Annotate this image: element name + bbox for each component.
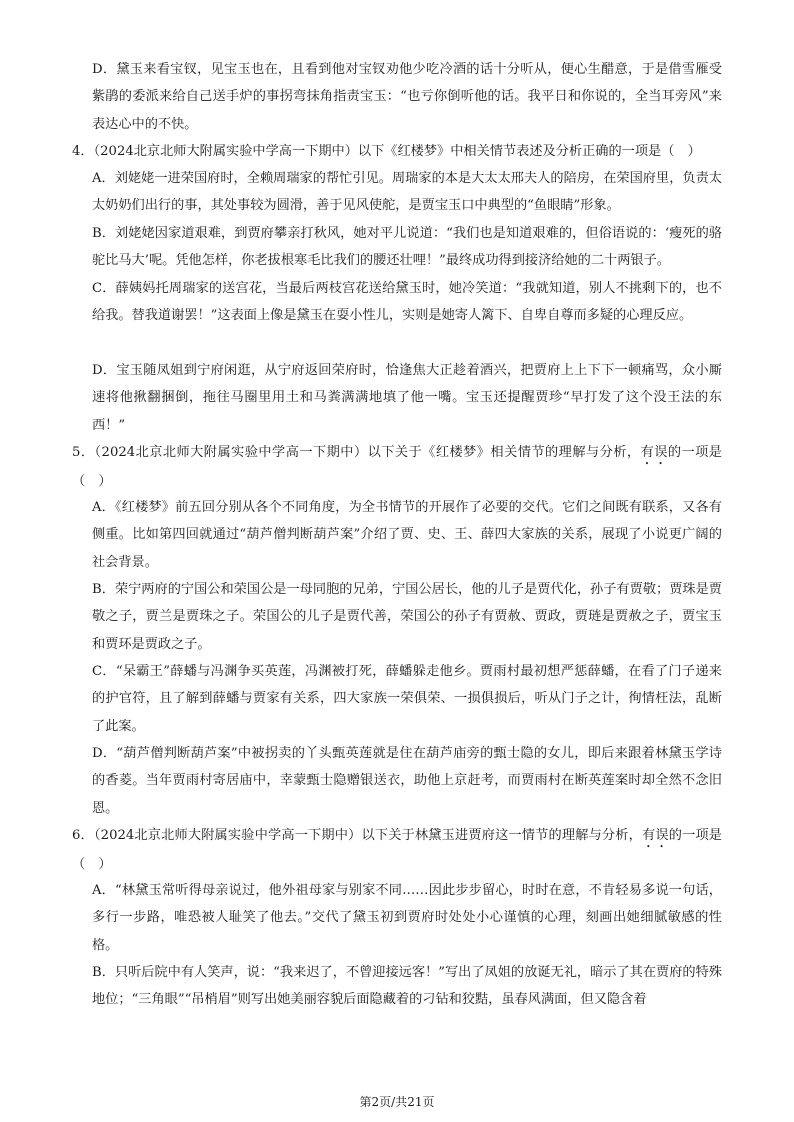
q6-option-a: A．“林黛玉常听得母亲说过，他外祖母家与别家不同……因此步步留心，时时在意，不肯轻易多说一句话，多行一步路，唯恐被人耻笑了他去。”交代了黛玉初到贾府时处处小心谨慎的心理，刻画出她细腻敏感的性格。 bbox=[92, 883, 722, 953]
q4-option-a: A．刘姥姥一进荣国府时，全赖周瑞家的帮忙引见。周瑞家的本是大太太邢夫人的陪房，在荣国府里，负责太太奶奶们出行的事，其处事较为圆滑，善于见风使舵，是贾宝玉口中典型的“鱼眼睛”形象。 bbox=[92, 171, 722, 214]
q5-option-a: A．《红楼梦》前五回分别从各个不同角度，为全书情节的开展作了必要的交代。它们之间既有联系，又各有侧重。比如第四回就通过“葫芦僧判断葫芦案”介绍了贾、史、王、薛四大家族的关系，展现了小说更广阔的社会背景。 bbox=[92, 500, 722, 570]
q6-option-b: B．只听后院中有人笑声，说：“我来迟了，不曾迎接远客！”写出了凤姐的放诞无礼，暗示了其在贾府的特殊地位；“三角眼”“吊梢眉”则写出她美丽容貌后面隐藏着的刁钻和狡黠，虽春风满面，但又隐含着 bbox=[92, 965, 722, 1008]
q6-stem-post: 的一项是（ ） bbox=[72, 828, 722, 872]
q4-option-d: D．宝玉随凤姐到宁府闲逛，从宁府返回荣府时，恰逢焦大正趁着酒兴，把贾府上上下下一顿痛骂，众小厮速将他揪翻捆倒，拖往马圈里用土和马粪满满地填了他一嘴。宝玉还提醒贾珍“早打发了这个没王法的东西！” bbox=[92, 363, 722, 433]
q5-option-c: C．“呆霸王”薛蟠与冯渊争买英莲，冯渊被打死，薛蟠躲走他乡。贾雨村最初想严惩薛蟠，在看了门子递来的护官符，且了解到薛蟠与贾家有关系，四大家族一荣俱荣、一损俱损后，听从门子之计，徇情枉法，乱断了此案。 bbox=[92, 664, 722, 734]
q3-option-d: D．黛玉来看宝钗，见宝玉也在，且看到他对宝钗劝他少吃冷酒的话十分听从，便心生醋意，于是借雪雁受紫鹃的委派来给自己送手炉的事拐弯抹角指责宝玉：“也亏你倒听他的话。我平日和你说的，全当耳旁风”来表达心中的不快。 bbox=[92, 62, 722, 132]
q4-option-c: C．薛姨妈托周瑞家的送宫花，当最后两枝宫花送给黛玉时，她冷笑道：“我就知道，别人不挑剩下的，也不给我。替我道谢罢！”这表面上像是黛玉在耍小性儿，实则是她寄人篱下、自卑自尊而多疑的心理反应。 bbox=[92, 281, 722, 324]
q6-emphasis: 有误 bbox=[642, 828, 669, 843]
q5-option-d: D．“葫芦僧判断葫芦案”中被拐卖的丫头甄英莲就是住在葫芦庙旁的甄士隐的女儿，即后来跟着林黛玉学诗的香菱。当年贾雨村寄居庙中，幸蒙甄士隐赠银送衣，助他上京赶考，而贾雨村在断英莲案时却全然不念旧恩。 bbox=[92, 746, 722, 816]
q6-stem-pre: 6．（2024北京北师大附属实验中学高一下期中）以下关于林黛玉进贾府这一情节的理解与分析， bbox=[72, 828, 643, 843]
q5-option-b: B．荣宁两府的宁国公和荣国公是一母同胞的兄弟，宁国公居长，他的儿子是贾代化，孙子有贾敬；贾珠是贾敬之子，贾兰是贾珠之子。荣国公的儿子是贾代善，荣国公的孙子有贾赦、贾政，贾琏是贾赦之子，贾宝玉和贾环是贾政之子。 bbox=[92, 582, 722, 652]
question-4-stem: 4．（2024北京北师大附属实验中学高一下期中）以下《红楼梦》中相关情节表述及分析正确的一项是（ ） bbox=[72, 144, 701, 159]
q5-stem-post: 的一项是（ ） bbox=[72, 445, 722, 489]
question-6-stem bbox=[72, 822, 722, 878]
question-5-stem bbox=[72, 439, 722, 495]
page-number-footer: 第2页/共21页 bbox=[359, 1095, 435, 1109]
q5-stem-pre: 5．（2024北京北师大附属实验中学高一下期中）以下关于《红楼梦》相关情节的理解与分析， bbox=[72, 445, 641, 460]
q5-emphasis: 有误 bbox=[640, 445, 668, 460]
q4-option-b: B．刘姥姥因家道艰难，到贾府攀亲打秋风，她对平儿说道：“我们也是知道艰难的，但俗语说的：‘瘦死的骆驼比马大’呢。凭他怎样，你老拔根寒毛比我们的腰还壮哩！”最终成功得到接济给她的二十两银子。 bbox=[92, 226, 722, 269]
